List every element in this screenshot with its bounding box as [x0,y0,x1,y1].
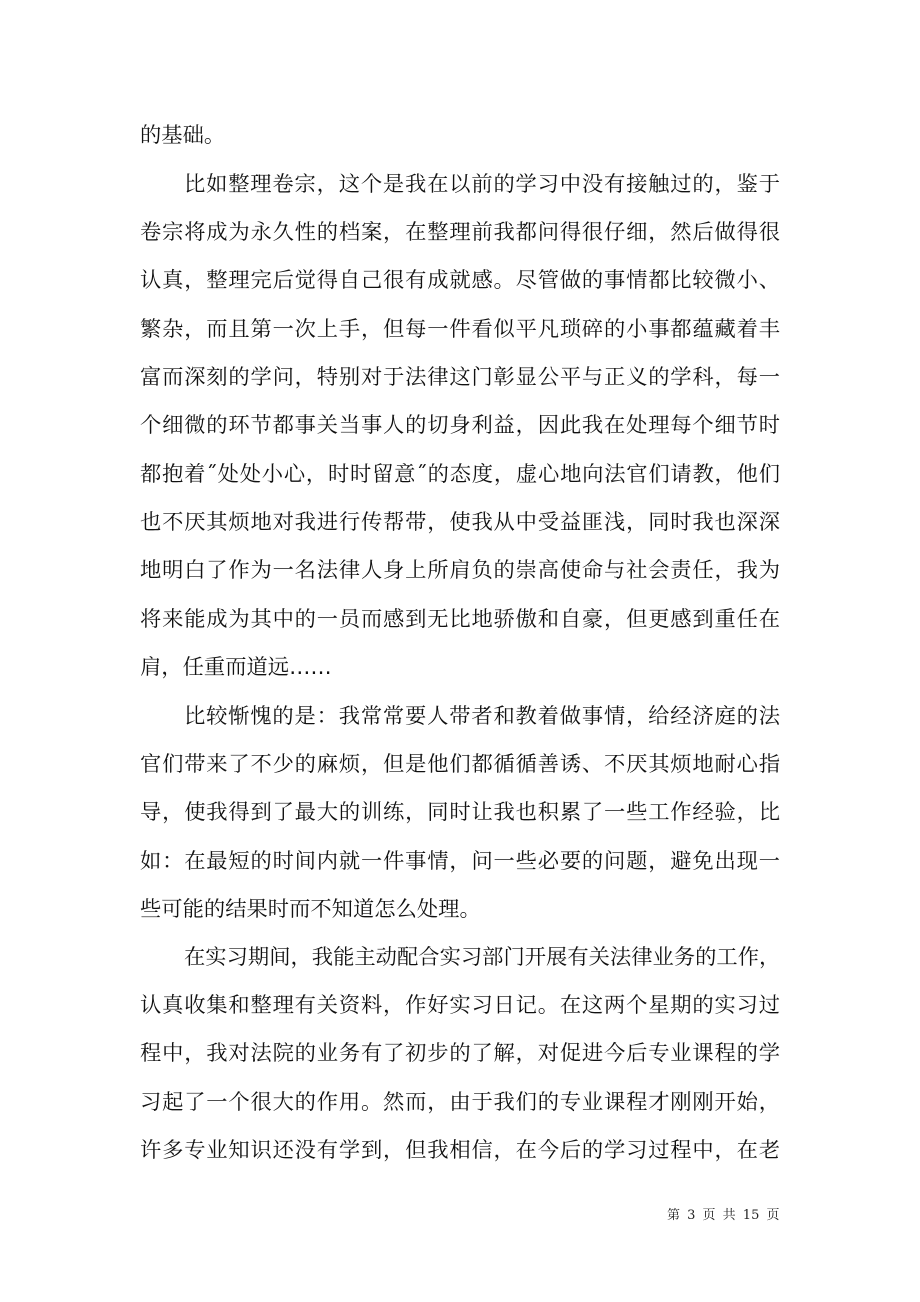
text-line: 将来能成为其中的一员而感到无比地骄傲和自豪，但更感到重任在 [140,607,780,632]
text-line: 些可能的结果时而不知道怎么处理。 [140,897,481,922]
text-line: 许多专业知识还没有学到，但我相信，在今后的学习过程中，在老 [140,1138,780,1163]
text-line: 繁杂，而且第一次上手，但每一件看似平凡琐碎的小事都蕴藏着丰 [140,317,780,342]
text-line: 习起了一个很大的作用。然而，由于我们的专业课程才刚刚开始， [140,1090,780,1115]
text-line: 比较惭愧的是：我常常要人带者和教着做事情，给经济庭的法 [184,704,780,729]
text-line: 也不厌其烦地对我进行传帮带，使我从中受益匪浅，同时我也深深 [140,510,780,535]
text-line: 导，使我得到了最大的训练，同时让我也积累了一些工作经验，比 [140,800,780,825]
text-line: 地明白了作为一名法律人身上所肩负的崇高使命与社会责任，我为 [140,558,780,583]
text-line: 肩，任重而道远…… [140,655,332,680]
text-line: 比如整理卷宗，这个是我在以前的学习中没有接触过的，鉴于 [184,172,780,197]
text-line: 卷宗将成为永久性的档案，在整理前我都问得很仔细，然后做得很 [140,220,780,245]
text-line: 如：在最短的时间内就一件事情，问一些必要的问题，避免出现一 [140,849,780,874]
text-line: 官们带来了不少的麻烦，但是他们都循循善诱、不厌其烦地耐心指 [140,752,780,777]
text-line: 程中，我对法院的业务有了初步的了解，对促进今后专业课程的学 [140,1041,780,1066]
text-line: 在实习期间，我能主动配合实习部门开展有关法律业务的工作， [184,945,781,970]
text-line: 个细微的环节都事关当事人的切身利益，因此我在处理每个细节时 [140,413,780,438]
text-line: 的基础。 [140,123,226,148]
text-line: 认真收集和整理有关资料，作好实习日记。在这两个星期的实习过 [140,993,780,1018]
text-line: 认真，整理完后觉得自己很有成就感。尽管做的事情都比较微小、 [140,268,780,293]
page-number-footer: 第 3 页 共 15 页 [667,1208,780,1223]
text-line: 富而深刻的学问，特别对于法律这门彰显公平与正义的学科，每一 [140,365,780,390]
text-line: 都抱着˝处处小心，时时留意˝的态度，虚心地向法官们请教，他们 [140,462,780,487]
